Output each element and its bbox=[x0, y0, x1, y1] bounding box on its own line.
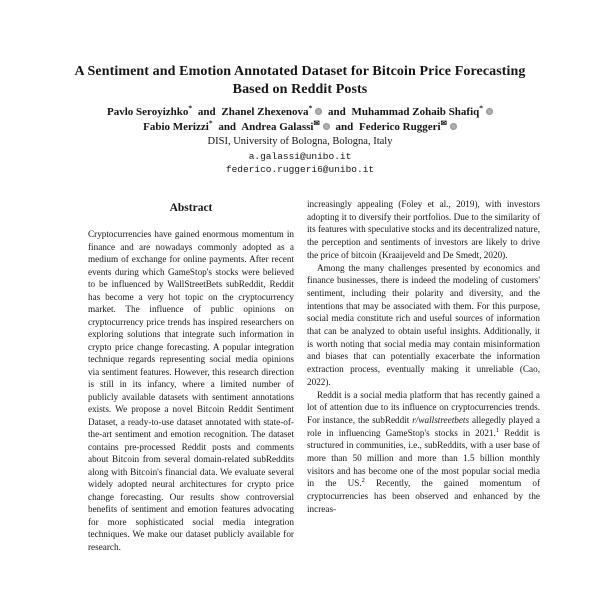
abstract-heading: Abstract bbox=[169, 202, 213, 214]
paragraph-text: Reddit is a social media platform that has recently gained a lot of attention due to its influence on cryptocurrencies trends. For instance, the subReddit bbox=[307, 389, 540, 425]
author-name: Muhammad Zohaib Shafiq bbox=[351, 106, 480, 118]
orcid-icon bbox=[323, 123, 330, 130]
subreddit-name: r/wallstreetbets bbox=[412, 414, 470, 425]
footnote-marker: 1 bbox=[495, 426, 500, 434]
paragraph-text: Reddit is structured in communities, i.e., subReddits, with a user base of more than 50 million and more than 1.5 billion monthly visitors and has become one of the most popular social media in the US. bbox=[307, 427, 540, 489]
author-line-2 bbox=[30, 117, 570, 135]
mail-icon: ✉ bbox=[313, 117, 320, 127]
author-marker: * bbox=[308, 103, 313, 113]
author-separator: and bbox=[197, 106, 216, 118]
author-marker: * bbox=[479, 103, 483, 113]
author-line-1 bbox=[30, 105, 570, 120]
paragraph-text: Recently, the gained momentum of cryptocurrencies has been observed and enhanced by the increas- bbox=[307, 478, 540, 514]
orcid-icon bbox=[450, 123, 457, 130]
author-separator: and bbox=[327, 106, 346, 118]
affiliation: DISI, University of Bologna, Bologna, Italy bbox=[207, 136, 393, 147]
orcid-icon bbox=[315, 108, 322, 115]
abstract-text: Cryptocurrencies have gained enormous momentum in finance and are nowadays commonly adopted as a medium of exchange for online payments. After recent events during which GameStop's stocks were believed to be influenced by WallStreetBets subReddit, Reddit has become a very hot topic on the cryptocurrency market. The influence of public opinions on cryptocurrency price trends has inspired researchers on exploring solutions that integrate such information in crypto price change forecasting. A popular integration technique regards representing social media opinions via sentiment features. However, this research direction is still in its infancy, where a limited number of publicly available datasets with sentiment annotations exists. We propose a novel Bitcoin Reddit Sentiment Dataset, a ready-to-use dataset annotated with state-of-the-art sentiment and emotion recognition. The dataset contains pre-processed Reddit posts and comments about Bitcoin from several domain-related subReddits along with Bitcoin's financial data. We evaluate several widely adopted neural architectures for crypto price change forecasting. Our results show controversial benefits of sentiment and emotion features advocating for more sophisticated social media integration techniques. We make our dataset publicly available for research. bbox=[88, 229, 294, 552]
body-paragraph bbox=[307, 389, 540, 516]
author-marker: * bbox=[188, 103, 193, 113]
body-paragraph: increasingly appealing (Foley et al., 2019), with investors adopting it to diversify their portfolios. Due to the similarity of its features with speculative stocks and its decentralized nature, the perception and sentiments of investors are likely to drive the price of bitcoin (Kraaijeveld and De Smedt, 2020). bbox=[307, 199, 540, 260]
author-separator: and bbox=[335, 120, 354, 133]
body-paragraph: Among the many challenges presented by economics and finance businesses, there is indeed the modeling of customers' sentiment, including their polarity and diversity, and the intentions that may be associated with them. For this purpose, social media constitute rich and useful sources of information that can be analyzed to obtain useful insights. Additionally, it is worth noting that social media may contain misinformation and biases that can potentially exacerbate the information extraction process, eventually making it unreliable (Cao, 2022). bbox=[307, 262, 540, 387]
author-name: Zhanel Zhexenova bbox=[221, 106, 309, 118]
author-marker: * bbox=[208, 117, 213, 127]
author-separator: and bbox=[218, 120, 237, 133]
orcid-icon bbox=[486, 108, 493, 115]
abstract-section bbox=[88, 202, 294, 553]
email-address: federico.ruggeri6@unibo.it bbox=[225, 164, 375, 175]
author-block bbox=[30, 105, 570, 134]
introduction-column bbox=[307, 198, 540, 516]
footnote-marker: 2 bbox=[361, 477, 365, 485]
email-address: a.galassi@unibo.it bbox=[248, 151, 352, 162]
author-name: Federico Ruggeri bbox=[359, 120, 441, 133]
author-name: Fabio Merizzi bbox=[143, 120, 209, 133]
mail-icon: ✉ bbox=[440, 117, 447, 127]
author-name: Pavlo Seroyizhko bbox=[106, 106, 189, 118]
paragraph-text: allegedly played a role in influencing GameStop's stocks in 2021. bbox=[307, 414, 540, 438]
author-name: Andrea Galassi bbox=[241, 120, 314, 133]
paper-title: A Sentiment and Emotion Annotated Dataset for Bitcoin Price Forecasting Based on Reddit Posts bbox=[74, 64, 526, 97]
